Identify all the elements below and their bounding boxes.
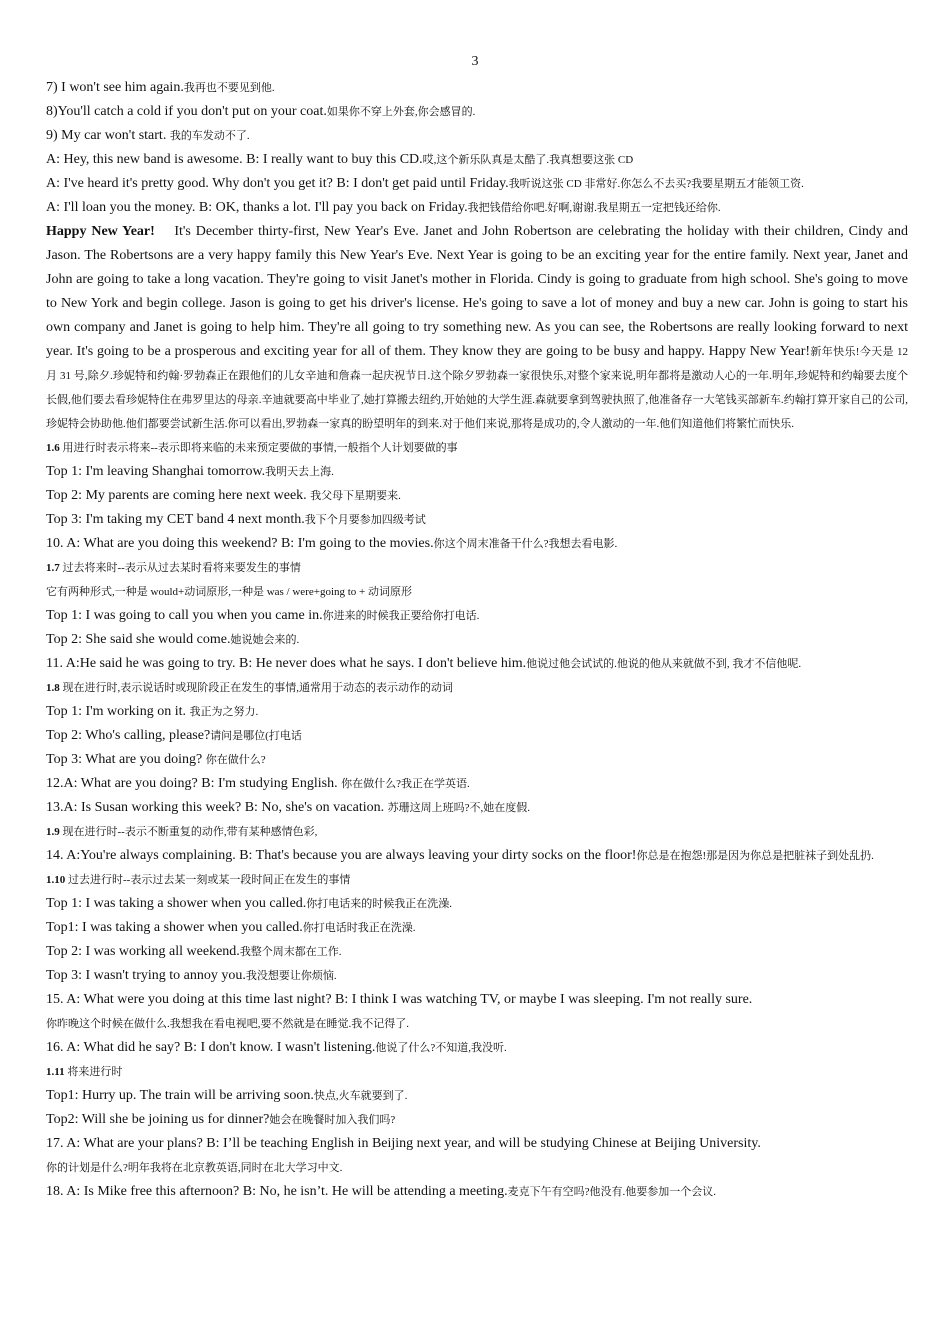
section-1-9-example: 14. A:You're always complaining. B: That's because you are always leaving your dirty socks on the floor!你总是在抱怨!那是因为你总是把脏袜子到处乱扔. [46,848,874,863]
text-line [46,1180,908,1204]
section-1-7-heading: 1.7 过去将来时--表示从过去某时看将来要发生的事情 [46,562,301,574]
story-text: It's December thirty-first, New Year's Eve. Janet and John Robertson are celebrating the holiday with their children, Cindy and Jason. The Robertsons are a very happy family this New Year's Eve. Next Year is going to be an exciting year for the entire family. Next year, Janet and John are going to take a long vacation. They're going to visit Janet's mother in Florida. Cindy is going to graduate from high school. She's going to move to New York and begin college. Jason is going to get his driver's license. He's going to save a lot of money and buy a new car. John is going to start his own company and Janet is going to help him. They're all going to try something new. As you can see, the Robertsons are really looking forward to next year. It's going to be a prosperous and exciting year for all of them. They know they are going to be busy and happy. Happy New Year! [46,224,909,359]
chinese-translation: 她说她会来的. [230,634,300,646]
text-line [46,1036,908,1060]
english-text: 10. A: What are you doing this weekend? B: I'm going to the movies. [46,536,434,551]
section-1-10-lines [46,892,908,1060]
text-line [46,604,908,628]
section-1-10-heading: 1.10 过去进行时--表示过去某一刻或某一段时间正在发生的事情 [46,874,351,886]
english-text: Top 3: I wasn't trying to annoy you. [46,968,246,983]
text-line [46,1156,908,1180]
english-text: Top 3: What are you doing? [46,752,206,767]
chinese-translation: 我没想要让你烦恼. [245,970,337,982]
chinese-translation: 他说过他会试试的.他说的他从来就做不到, 我才不信他呢. [526,658,802,670]
english-text: 8)You'll catch a cold if you don't put on your coat. [46,104,327,119]
english-text: Top2: Will she be joining us for dinner? [46,1112,270,1127]
chinese-translation: 我正为之努力. [189,706,259,718]
story-title: Happy New Year! [46,224,155,239]
chinese-translation: 你这个周末准备干什么?我想去看电影. [433,538,618,550]
section-1-7-lines [46,604,908,676]
text-line [46,508,908,532]
text-line [46,1084,908,1108]
text-line [46,196,908,220]
chinese-translation: 你在做什么?我正在学英语. [341,778,470,790]
chinese-translation: 哎,这个新乐队真是太酷了.我真想要这张 CD [422,154,634,166]
text-line [46,124,908,148]
section-1-11-heading: 1.11 将来进行时 [46,1066,123,1078]
text-line [46,964,908,988]
chinese-translation: 我明天去上海. [265,466,334,478]
chinese-translation: 你打电话时我正在洗澡. [302,922,416,934]
text-line [46,652,908,676]
english-text: 15. A: What were you doing at this time last night? B: I think I was watching TV, or maybe I was sleeping. I'm not really sure. [46,992,753,1007]
text-line [46,148,908,172]
chinese-translation: 你的计划是什么?明年我将在北京教英语,同时在北大学习中文. [46,1162,343,1174]
english-text: Top 2: Who's calling, please? [46,728,211,743]
section-1-6-lines [46,460,908,556]
english-text: 9) My car won't start. [46,128,170,143]
chinese-translation: 我再也不要见到他. [183,82,275,94]
chinese-translation: 麦克下午有空吗?他没有.他要参加一个会议. [507,1186,717,1198]
text-line [46,796,908,820]
text-line [46,916,908,940]
section-1-9-heading: 1.9 现在进行时--表示不断重复的动作,带有某种感情色彩, [46,826,318,838]
chinese-translation: 我下个月要参加四级考试 [304,514,426,526]
text-line [46,940,908,964]
section-1-11-lines [46,1084,908,1204]
text-line [46,724,908,748]
chinese-translation: 请问是哪位(打电话 [210,730,302,742]
english-text: Top 1: I was going to call you when you came in. [46,608,323,623]
english-text: 18. A: Is Mike free this afternoon? B: No, he isn’t. He will be attending a meeting. [46,1184,508,1199]
document-body [46,76,908,1204]
english-text: 11. A:He said he was going to try. B: He never does what he says. I don't believe him. [46,656,527,671]
english-text: Top 3: I'm taking my CET band 4 next month. [46,512,305,527]
text-line [46,1108,908,1132]
chinese-translation: 我父母下星期要来. [310,490,401,502]
text-line [46,772,908,796]
text-line [46,460,908,484]
english-text: 16. A: What did he say? B: I don't know. I wasn't listening. [46,1040,376,1055]
section-1-6-heading: 1.6 用进行时表示将来--表示即将来临的未来预定要做的事情,一般指个人计划要做的事 [46,442,458,454]
english-text: Top 2: I was working all weekend. [46,944,240,959]
english-text: 13.A: Is Susan working this week? B: No, she's on vacation. [46,800,388,815]
text-line [46,1132,908,1156]
chinese-translation: 我整个周末都在工作. [239,946,342,958]
chinese-translation: 你进来的时候我正要给你打电话. [322,610,480,622]
chinese-translation: 苏珊这周上班吗?不,她在度假. [387,802,530,814]
english-text: A: I'll loan you the money. B: OK, thanks a lot. I'll pay you back on Friday. [46,200,468,215]
text-line [46,1012,908,1036]
text-line [46,484,908,508]
english-text: Top1: I was taking a shower when you called. [46,920,303,935]
top-lines [46,76,908,220]
english-text: Top 1: I'm working on it. [46,704,190,719]
text-line [46,748,908,772]
english-text: A: I've heard it's pretty good. Why don't you get it? B: I don't get paid until Friday. [46,176,509,191]
chinese-translation: 他说了什么?不知道,我没听. [375,1042,507,1054]
chinese-translation: 你在做什么? [205,754,266,766]
story-paragraph [46,220,908,436]
english-text: Top 1: I'm leaving Shanghai tomorrow. [46,464,266,479]
english-text: A: Hey, this new band is awesome. B: I really want to buy this CD. [46,152,423,167]
english-text: Top1: Hurry up. The train will be arriving soon. [46,1088,314,1103]
chinese-translation: 你昨晚这个时候在做什么.我想我在看电视吧,要不然就是在睡觉.我不记得了. [46,1018,409,1030]
text-line [46,988,908,1012]
chinese-translation: 你打电话来的时候我正在洗澡. [306,898,453,910]
text-line [46,700,908,724]
english-text: Top 2: She said she would come. [46,632,231,647]
section-1-8-lines [46,700,908,820]
text-line [46,100,908,124]
page-number: 3 [471,54,479,69]
text-line [46,172,908,196]
english-text: Top 2: My parents are coming here next week. [46,488,311,503]
text-line [46,532,908,556]
english-text: 17. A: What are your plans? B: I’ll be teaching English in Beijing next year, and will be studying Chinese at Beijing University. [46,1136,761,1151]
chinese-translation: 她会在晚餐时加入我们吗? [269,1114,396,1126]
section-1-8-heading: 1.8 现在进行时,表示说话时或现阶段正在发生的事情,通常用于动态的表示动作的动词 [46,682,453,694]
text-line [46,892,908,916]
chinese-translation: 我的车发动不了. [169,130,250,142]
chinese-translation: 如果你不穿上外套,你会感冒的. [326,106,476,118]
section-1-7-note: 它有两种形式,一种是 would+动词原形,一种是 was / were+going to + 动词原形 [46,586,413,598]
english-text: 7) I won't see him again. [46,80,184,95]
english-text: 12.A: What are you doing? B: I'm studying English. [46,776,342,791]
chinese-translation: 我把钱借给你吧.好啊,谢谢.我星期五一定把钱还给你. [467,202,721,214]
text-line [46,76,908,100]
chinese-translation: 快点,火车就要到了. [313,1090,408,1102]
chinese-translation: 我听说这张 CD 非常好.你怎么不去买?我要星期五才能领工资. [508,178,804,190]
story-translation: 新年快乐!今天是 12 月 31 号,除夕.珍妮特和约翰·罗勃森正在跟他们的儿女辛迪和詹森一起庆祝节日.这个除夕罗勃森一家很快乐,对整个家来说,明年都将是激动人心的一年.明年,珍妮特和约翰要去度个长假,他们要去看珍妮特住在弗罗里达的母亲.辛迪就要高中毕业了,她打算搬去纽约,开始她的大学生涯.森就要拿到驾驶执照了,他准备存一大笔钱买部新车.约翰打算开家自己的公司,珍妮特会协助他.他们都要尝试新生活.你可以看出,罗勃森一家真的盼望明年的到来.对于他们来说,那将是成功的,令人激动的一年.他们知道他们将繁忙而快乐. [46,346,908,430]
text-line [46,628,908,652]
english-text: Top 1: I was taking a shower when you called. [46,896,307,911]
